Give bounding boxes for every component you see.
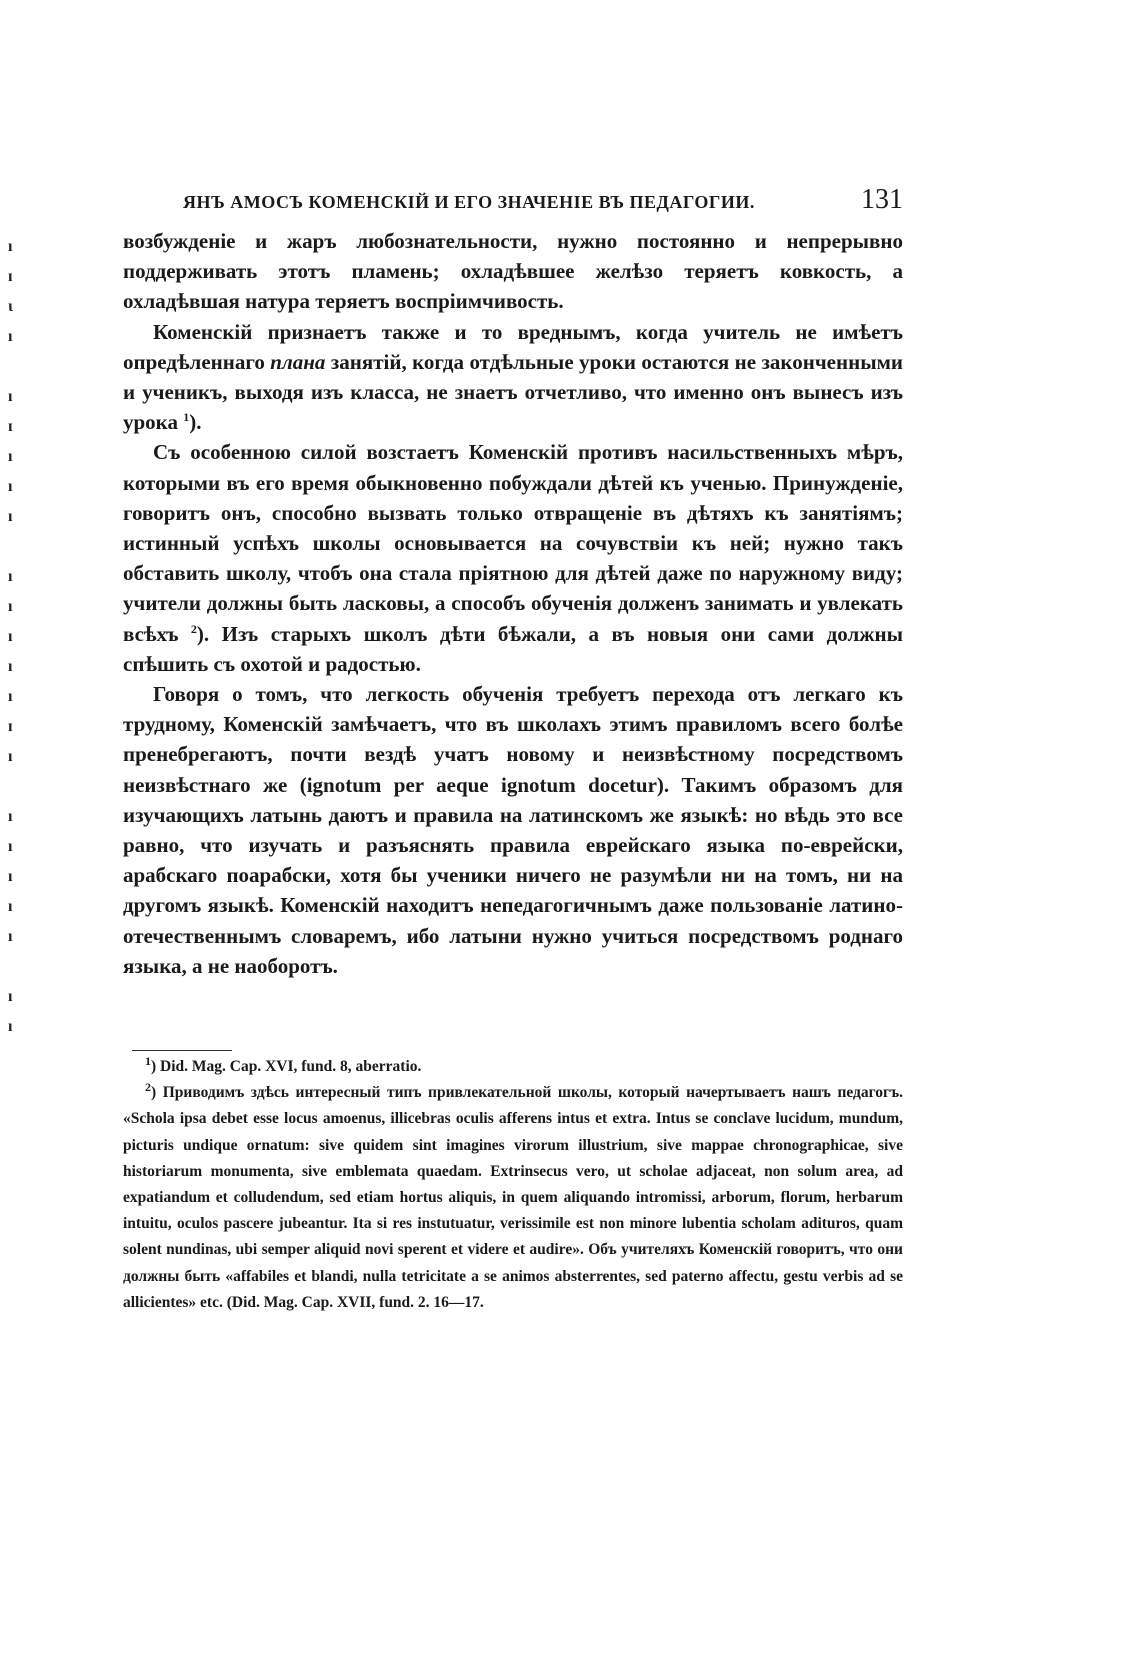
margin-mark: ɩ <box>8 298 13 315</box>
footnote-text: ) Приводимъ здѣсь интересный типъ привлекательной школы, который начертываетъ нашъ педагогъ. «Schola ipsa debet esse locus amoenus, illicebras oculis afferens intus et extra. Intus se conclave lucidum, mundum, picturis undique ornatum: sive quidem sint imagines virorum illustrium, sive mappae chronographicae, sive historiarum monumenta, sive emblemata quaedam. Extrinsecus vero, ut scholae adjaceat, non solum area, ad expatiandum et colludendum, sed etiam hortus aliquis, in quem aliquando intromissi, arborum, florum, herbarum intuitu, oculos pascere jubeantur. Ita si res instutuatur, verissimile est non minore lubentia scholam adituros, quam solent nundinas, ubi semper aliquid novi sperent et videre et audire». Объ учителяхъ Коменскій говоритъ, что они должны быть «affabiles et blandi, nulla tetricitate a se animos absterrentes, sed paterno affectu, gestu verbis ad se allicientes» etc. (Did. Mag. Cap. XVII, fund. 2. 16—17. <box>123 1084 903 1311</box>
footnotes <box>123 1054 903 1316</box>
margin-mark: ı <box>8 808 13 825</box>
margin-mark: ı <box>8 658 13 675</box>
footnote-2 <box>123 1080 903 1316</box>
margin-mark: ɪ <box>8 718 13 735</box>
margin-mark: ɪ <box>8 268 13 285</box>
margin-mark: ı <box>8 928 13 945</box>
margin-mark: ı <box>8 328 13 345</box>
italic-word: плана <box>270 349 326 374</box>
body-text <box>123 226 903 981</box>
margin-mark: ɪ <box>8 418 13 435</box>
page-header <box>183 184 903 216</box>
footnote-text: ) Did. Mag. Cap. XVI, fund. 8, aberratio. <box>151 1058 422 1075</box>
margin-mark: ı <box>8 478 13 495</box>
running-head: ЯНЪ АМОСЪ КОМЕНСКІЙ И ЕГО ЗНАЧЕНІЕ ВЪ ПЕДАГОГИИ. <box>183 192 755 212</box>
margin-mark: ı <box>8 988 13 1005</box>
paragraph-text: ). Изъ старыхъ школъ дѣти бѣжали, а въ новыя они сами должны спѣшить съ охотой и радостью. <box>123 621 903 676</box>
page-number: 131 <box>861 184 903 215</box>
margin-mark: ı <box>8 868 13 885</box>
paragraph-text: занятій, когда отдѣльные уроки остаются не законченными и ученикъ, выходя изъ класса, не знаетъ отчетливо, что именно онъ вынесъ изъ урока <box>123 349 904 435</box>
margin-mark: ı <box>8 838 13 855</box>
footnote-1 <box>123 1054 903 1080</box>
paragraph-2 <box>123 317 903 438</box>
margin-mark: ı <box>8 508 13 525</box>
margin-mark: ı <box>8 688 13 705</box>
footnote-mark: 2 <box>145 1080 151 1095</box>
paragraph-1 <box>123 226 903 317</box>
margin-mark: ı <box>8 238 13 255</box>
paragraph-text: Коменскій признаетъ также и то вреднымъ, когда учитель не имѣетъ опредѣленнаго <box>123 319 903 374</box>
margin-mark: ı <box>8 748 13 765</box>
paragraph-text: Съ особенною силой возстаетъ Коменскій противъ насильственныхъ мѣръ, которыми въ его время обыкновенно побуждали дѣтей къ ученью. Принужденіе, говоритъ онъ, способно вызвать только отвращеніе въ дѣтяхъ къ занятіямъ; истинный успѣхъ школы основывается на сочувствіи къ ней; нужно такъ обставить школу, чтобъ она стала пріятною для дѣтей даже по наружному виду; учители должны быть ласковы, а способъ обученія долженъ занимать и увлекать всѣхъ <box>123 440 903 646</box>
margin-mark: ı <box>8 448 13 465</box>
margin-mark: ı <box>8 1018 13 1035</box>
footnote-ref[interactable]: 1 <box>183 410 190 425</box>
margin-mark: ı <box>8 898 13 915</box>
margin-mark: ı <box>8 568 13 585</box>
paragraph-4 <box>123 679 903 981</box>
paragraph-text: возбужденіе и жаръ любознательности, нужно постоянно и непрерывно поддерживать этотъ пламень; охладѣвшее желѣзо теряетъ ковкость, а охладѣвшая натура теряетъ воспріимчивость. <box>123 229 903 314</box>
footnote-divider <box>132 1050 232 1051</box>
margin-mark: ı <box>8 628 13 645</box>
paragraph-text: Говоря о томъ, что легкость обученія требуетъ перехода отъ легкаго къ трудному, Коменскій замѣчаетъ, что въ школахъ этимъ правиломъ всего болѣе пренебрегаютъ, почти вездѣ учатъ новому и неизвѣстному посредствомъ неизвѣстнаго же (ignotum per aeque ignotum docetur). Такимъ образомъ для изучающихъ латынь даютъ и правила на латинскомъ же языкѣ: но вѣдь это все равно, что изучать и разъяснять правила еврейскаго языка по-еврейски, арабскаго поарабски, хотя бы ученики ничего не разумѣли ни на томъ, ни на другомъ языкѣ. Коменскій находитъ непедагогичнымъ даже пользованіе латино-отечественнымъ словаремъ, ибо латыни нужно учиться посредствомъ роднаго языка, а не наоборотъ. <box>123 682 903 978</box>
footnote-ref[interactable]: 2 <box>190 621 197 636</box>
margin-mark: ı <box>8 388 13 405</box>
margin-mark: ı <box>8 598 13 615</box>
paragraph-text: ). <box>189 410 202 435</box>
footnote-mark: 1 <box>145 1053 151 1068</box>
paragraph-3 <box>123 437 903 679</box>
